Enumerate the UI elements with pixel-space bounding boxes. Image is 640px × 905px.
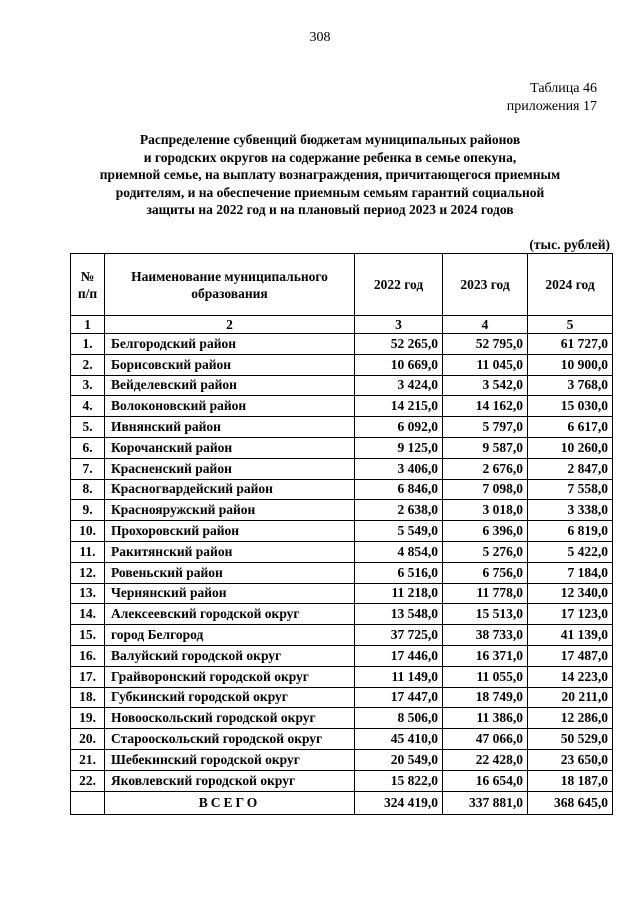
value-2024: 14 223,0 [528,666,613,687]
municipality-name: Прохоровский район [105,521,355,542]
municipality-name: город Белгород [105,625,355,646]
value-2024: 17 487,0 [528,645,613,666]
value-2023: 6 396,0 [443,521,528,542]
municipality-name: Ракитянский район [105,541,355,562]
table-row [71,375,613,396]
value-2022: 11 149,0 [355,666,443,687]
value-2022: 37 725,0 [355,625,443,646]
heading-line: Распределение субвенций бюджетам муниципальных районов [139,132,521,147]
value-2024: 3 338,0 [528,500,613,521]
row-number: 11. [71,541,105,562]
value-2024: 23 650,0 [528,749,613,770]
value-2024: 18 187,0 [528,770,613,791]
value-2023: 3 018,0 [443,500,528,521]
heading-line: защиты на 2022 год и на плановый период 2023 и 2024 годов [146,202,514,217]
value-2024: 7 558,0 [528,479,613,500]
municipality-name: Борисовский район [105,354,355,375]
row-number: 1. [71,334,105,355]
value-2022: 6 846,0 [355,479,443,500]
value-2023: 11 778,0 [443,583,528,604]
value-2022: 6 516,0 [355,562,443,583]
header-number [71,254,105,316]
value-2022: 15 822,0 [355,770,443,791]
total-label: ВСЕГО [105,791,355,814]
value-2022: 3 406,0 [355,458,443,479]
municipality-name: Чернянский район [105,583,355,604]
column-number: 5 [528,316,613,334]
municipality-name: Старооскольский городской округ [105,729,355,750]
table-row [71,770,613,791]
header-name [105,254,355,316]
total-row [71,791,613,814]
appendix-number: приложения 17 [506,99,597,114]
table-row [71,417,613,438]
value-2024: 7 184,0 [528,562,613,583]
table-row [71,354,613,375]
municipality-name: Алексеевский городской округ [105,604,355,625]
row-number: 13. [71,583,105,604]
row-number: 18. [71,687,105,708]
table-row [71,396,613,417]
value-2023: 16 371,0 [443,645,528,666]
table-row [71,604,613,625]
municipality-name: Белгородский район [105,334,355,355]
value-2022: 10 669,0 [355,354,443,375]
value-2022: 17 446,0 [355,645,443,666]
column-number: 4 [443,316,528,334]
value-2022: 3 424,0 [355,375,443,396]
table-row [71,437,613,458]
header-name-line2: образования [191,285,268,301]
row-number: 3. [71,375,105,396]
header-2024: 2024 год [528,254,613,316]
value-2022: 4 854,0 [355,541,443,562]
value-2023: 11 045,0 [443,354,528,375]
value-2022: 17 447,0 [355,687,443,708]
value-2024: 41 139,0 [528,625,613,646]
header-number-line2: п/п [77,285,98,301]
row-number: 20. [71,729,105,750]
municipality-name: Ровеньский район [105,562,355,583]
heading-line: и городских округов на содержание ребенка в семье опекуна, [143,149,517,165]
value-2022: 20 549,0 [355,749,443,770]
table-row [71,500,613,521]
value-2023: 15 513,0 [443,604,528,625]
municipality-name: Шебекинский городской округ [105,749,355,770]
value-2024: 6 617,0 [528,417,613,438]
value-2023: 18 749,0 [443,687,528,708]
value-2023: 11 386,0 [443,708,528,729]
municipality-name: Вейделевский район [105,375,355,396]
value-2024: 3 768,0 [528,375,613,396]
table-row [71,583,613,604]
value-2024: 17 123,0 [528,604,613,625]
table-row [71,521,613,542]
value-2024: 50 529,0 [528,729,613,750]
table-row [71,625,613,646]
value-2024: 2 847,0 [528,458,613,479]
value-2023: 6 756,0 [443,562,528,583]
row-number: 19. [71,708,105,729]
table-row [71,729,613,750]
value-2022: 13 548,0 [355,604,443,625]
column-number: 2 [105,316,355,334]
value-2024: 20 211,0 [528,687,613,708]
value-2022: 45 410,0 [355,729,443,750]
municipality-name: Красненский район [105,458,355,479]
value-2023: 16 654,0 [443,770,528,791]
table-row [71,666,613,687]
value-2024: 12 340,0 [528,583,613,604]
row-number: 10. [71,521,105,542]
row-number: 8. [71,479,105,500]
value-2024: 5 422,0 [528,541,613,562]
total-2023: 337 881,0 [443,791,528,814]
value-2022: 9 125,0 [355,437,443,458]
table-row [71,334,613,355]
row-number: 4. [71,396,105,417]
value-2022: 11 218,0 [355,583,443,604]
header-2023: 2023 год [443,254,528,316]
row-number: 2. [71,354,105,375]
table-row [71,749,613,770]
table-number: Таблица 46 [530,81,597,96]
table-row [71,645,613,666]
value-2023: 22 428,0 [443,749,528,770]
table-row [71,479,613,500]
total-2022: 324 419,0 [355,791,443,814]
municipality-name: Валуйский городской округ [105,645,355,666]
row-number: 22. [71,770,105,791]
row-number: 5. [71,417,105,438]
row-number: 15. [71,625,105,646]
value-2023: 47 066,0 [443,729,528,750]
municipality-name: Корочанский район [105,437,355,458]
value-2024: 61 727,0 [528,334,613,355]
table-header-row [71,254,613,316]
row-number: 14. [71,604,105,625]
municipality-name: Новооскольский городской округ [105,708,355,729]
row-number: 21. [71,749,105,770]
municipality-name: Ивнянский район [105,417,355,438]
units-label: (тыс. рублей) [529,237,610,252]
value-2023: 38 733,0 [443,625,528,646]
value-2024: 15 030,0 [528,396,613,417]
value-2023: 14 162,0 [443,396,528,417]
value-2023: 3 542,0 [443,375,528,396]
municipality-name: Яковлевский городской округ [105,770,355,791]
header-2022: 2022 год [355,254,443,316]
municipality-name: Волоконовский район [105,396,355,417]
municipality-name: Губкинский городской округ [105,687,355,708]
row-number: 6. [71,437,105,458]
column-number: 1 [71,316,105,334]
value-2024: 10 900,0 [528,354,613,375]
value-2024: 10 260,0 [528,437,613,458]
value-2022: 52 265,0 [355,334,443,355]
value-2023: 7 098,0 [443,479,528,500]
value-2023: 2 676,0 [443,458,528,479]
page-number: 308 [309,30,331,45]
municipality-name: Грайворонский городской округ [105,666,355,687]
row-number: 17. [71,666,105,687]
value-2024: 12 286,0 [528,708,613,729]
table-reference [507,80,597,116]
row-number: 16. [71,645,105,666]
value-2022: 8 506,0 [355,708,443,729]
municipality-name: Краснояружский район [105,500,355,521]
document-heading [60,131,600,219]
value-2023: 11 055,0 [443,666,528,687]
value-2024: 6 819,0 [528,521,613,542]
subsidy-table [70,253,613,815]
value-2023: 9 587,0 [443,437,528,458]
value-2023: 5 797,0 [443,417,528,438]
value-2022: 5 549,0 [355,521,443,542]
value-2022: 6 092,0 [355,417,443,438]
table-row [71,458,613,479]
header-name-line1: Наименование муниципального [131,268,328,284]
value-2022: 2 638,0 [355,500,443,521]
table-row [71,541,613,562]
value-2022: 14 215,0 [355,396,443,417]
table-row [71,708,613,729]
total-2024: 368 645,0 [528,791,613,814]
value-2023: 5 276,0 [443,541,528,562]
heading-line: приемной семье, на выплату вознаграждения, причитающегося приемным [99,167,561,182]
heading-line: родителям, и на обеспечение приемным семьям гарантий социальной [115,184,545,200]
municipality-name: Красногвардейский район [105,479,355,500]
table-row [71,562,613,583]
column-number: 3 [355,316,443,334]
column-number-row [71,316,613,334]
value-2023: 52 795,0 [443,334,528,355]
row-number: 12. [71,562,105,583]
row-number: 9. [71,500,105,521]
table-row [71,687,613,708]
row-number: 7. [71,458,105,479]
header-number-line1: № [80,268,95,284]
